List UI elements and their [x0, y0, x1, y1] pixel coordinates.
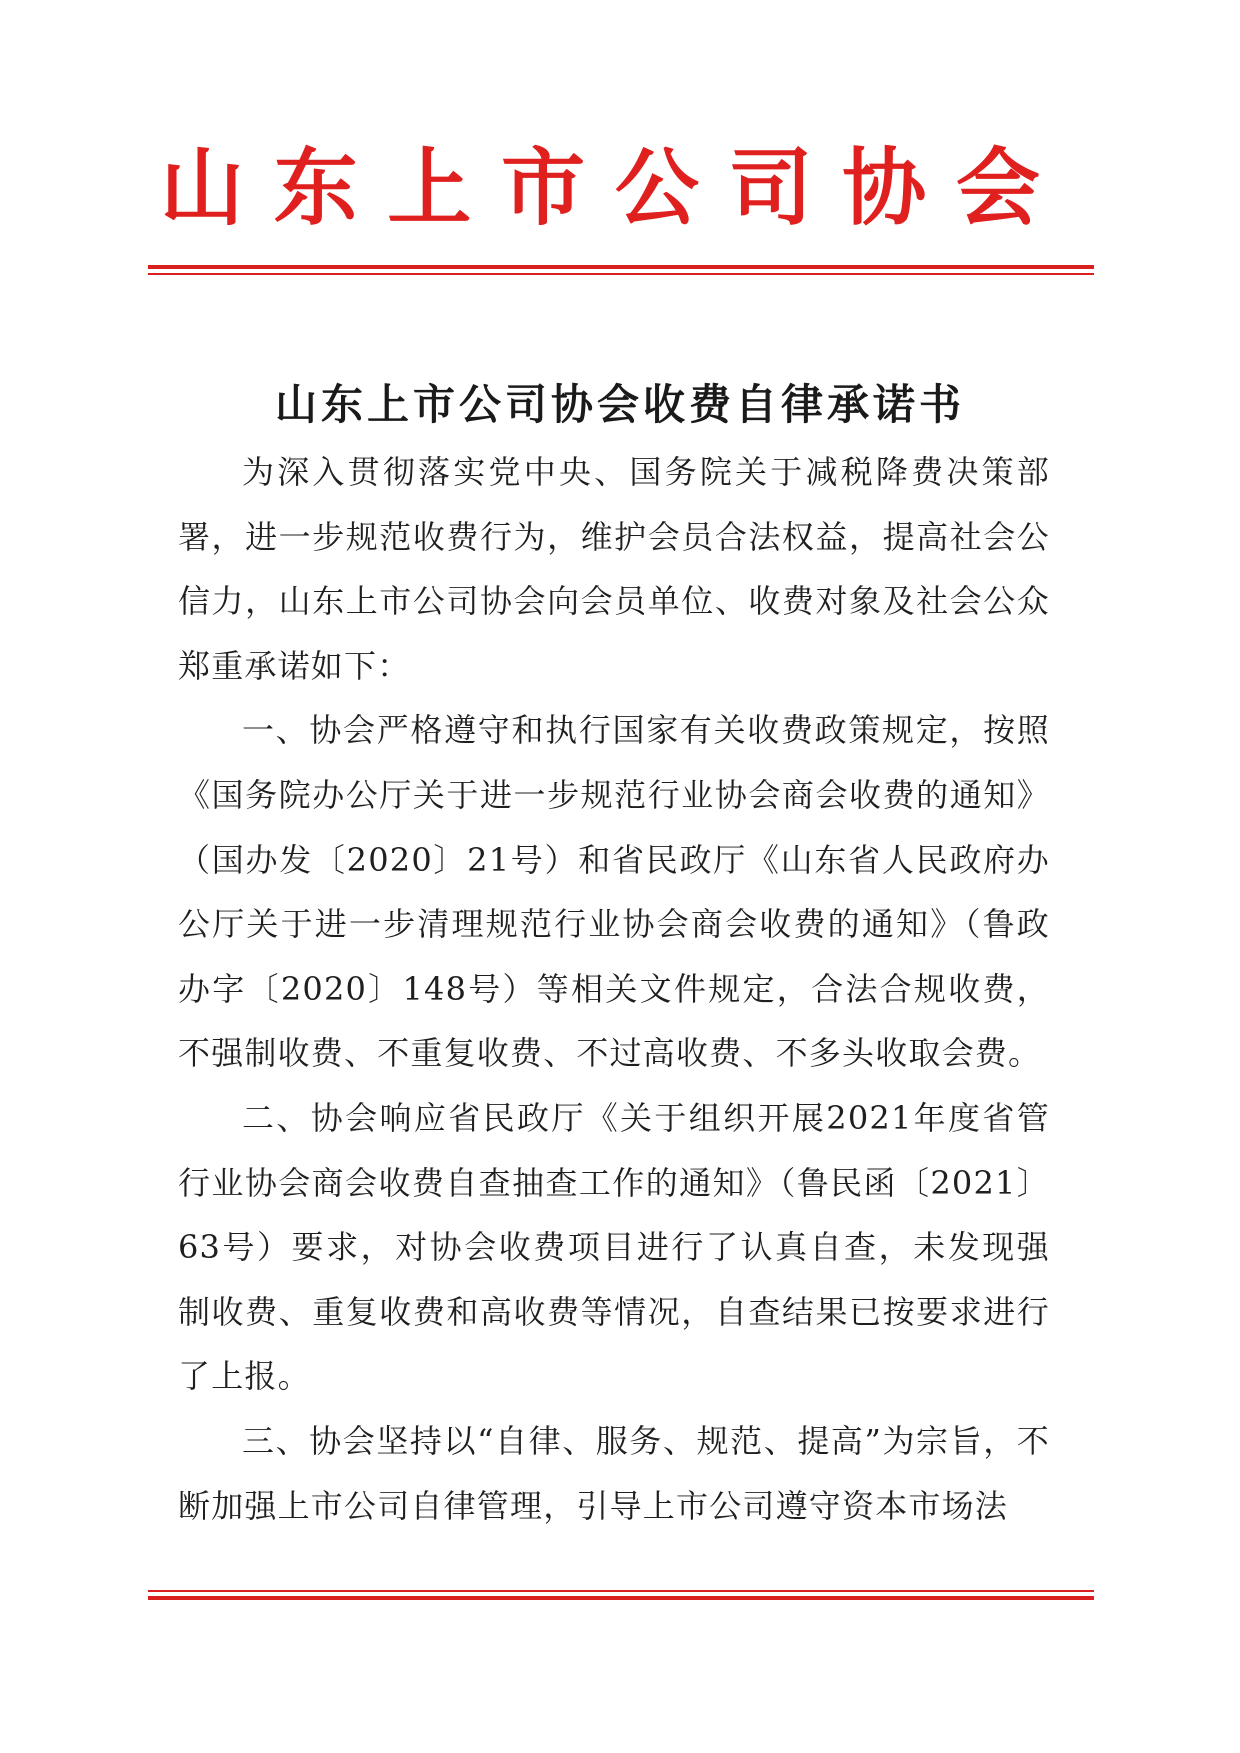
paragraph-intro: 为深入贯彻落实党中央、国务院关于减税降费决策部署，进一步规范收费行为，维护会员合法权益，提高社会公信力，山东上市公司协会向会员单位、收费对象及社会公众郑重承诺如下：: [178, 453, 1050, 685]
letterhead-char: 市: [501, 139, 586, 237]
letterhead-char: 山: [160, 139, 245, 237]
letterhead-char: 协: [842, 139, 927, 237]
letterhead-char: 司: [728, 139, 813, 237]
header-rule-thick: [148, 265, 1094, 269]
document-title: 山东上市公司协会收费自律承诺书: [274, 380, 965, 430]
footer-rule-thick: [148, 1596, 1094, 1600]
document-body: [178, 440, 1050, 1538]
paragraph-item-2: 二、协会响应省民政厅《关于组织开展2021年度省管行业协会商会收费自查抽查工作的通知》（鲁民函〔2021〕63号）要求，对协会收费项目进行了认真自查，未发现强制收费、重复收费和高收费等情况，自查结果已按要求进行了上报。: [178, 1098, 1050, 1396]
letterhead-char: 东: [273, 139, 358, 237]
paragraph-item-3: 三、协会坚持以“自律、服务、规范、提高”为宗旨，不断加强上市公司自律管理，引导上市公司遵守资本市场法: [178, 1421, 1050, 1525]
footer-rule-thin: [148, 1590, 1094, 1592]
letterhead-char: 公: [614, 139, 699, 237]
header-rule-thin: [148, 273, 1094, 275]
letterhead: [160, 128, 1040, 248]
paragraph-item-1: 一、协会严格遵守和执行国家有关收费政策规定，按照《国务院办公厅关于进一步规范行业协会商会收费的通知》（国办发〔2020〕21号）和省民政厅《山东省人民政府办公厅关于进一步清理规范行业协会商会收费的通知》（鲁政办字〔2020〕148号）等相关文件规定，合法合规收费，不强制收费、不重复收费、不过高收费、不多头收取会费。: [178, 711, 1050, 1073]
letterhead-char: 上: [387, 139, 472, 237]
letterhead-char: 会: [955, 139, 1040, 237]
